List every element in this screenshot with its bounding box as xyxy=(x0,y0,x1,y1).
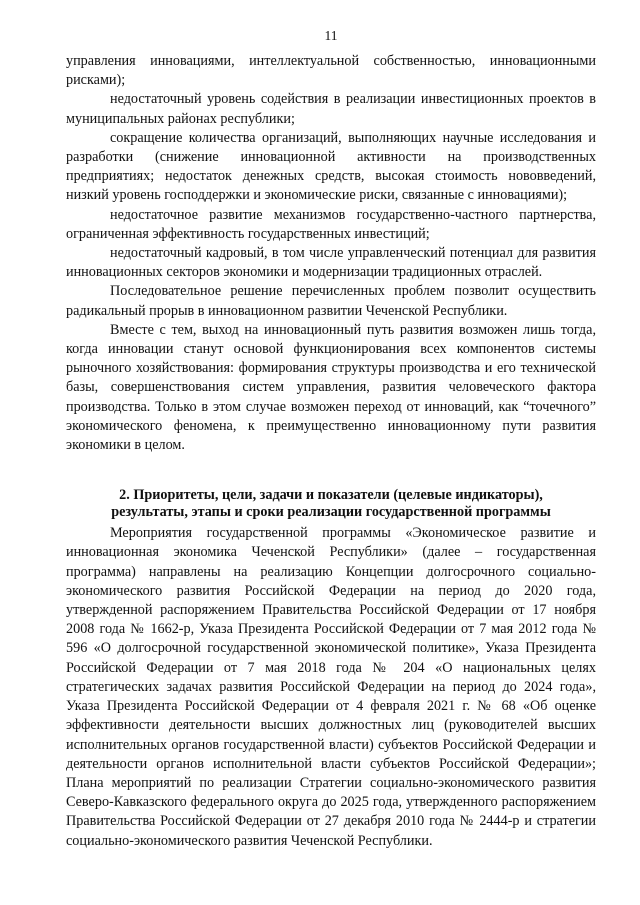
page-number: 11 xyxy=(324,28,338,43)
paragraph: недостаточный кадровый, в том числе управленческий потенциал для развития инновационных секторов экономики и модернизации традиционных отраслей. xyxy=(66,245,596,281)
paragraph: недостаточное развитие механизмов государственно-частного партнерства, ограниченная эффективность государственных инвестиций; xyxy=(66,206,596,242)
paragraph: Мероприятия государственной программы «Экономическое развитие и инновационная экономика Чеченской Республики» (далее – государственная программа) направлены на реализацию Концепции долгосрочного социально-экономического развития Российской Федерации на период до 2020 года, утвержденной распоряжением Правительства Российской Федерации от 17 ноября 2008 года № 1662-р, Указа Президента Российской Федерации от 7 мая 2012 года № 596 «О долгосрочной государственной экономической политике», Указа Президента Российской Федерации от 7 мая 2018 года № 204 «О национальных целях стратегических задачах развития Российской Федерации на период до 2024 года», Указа Президента Российской Федерации от 4 февраля 2021 г. № 68 «Об оценке эффективности деятельности высших должностных лиц (руководителей высших исполнительных органов государственной власти) субъектов Российской Федерации и деятельности органов исполнительной власти субъектов Российской Федерации»; Плана мероприятий по реализации Стратегии социально-экономического развития Северо-Кавказского федерального округа до 2025 года, утвержденного распоряжением Правительства Российской Федерации от 27 декабря 2010 года № 2444-р и стратегии социально-экономического развития Чеченской Республики. xyxy=(66,525,596,849)
paragraph: Вместе с тем, выход на инновационный путь развития возможен лишь тогда, когда инновации станут основой функционирования всех компонентов системы рыночного хозяйствования: формирования структуры производства и его технической базы, совершенствования систем управления, развития человеческого фактора производства. Только в этом случае возможен переход от инноваций, как “точечного” экономического феномена, к преимущественно инновационному пути развития экономики в целом. xyxy=(66,321,596,454)
section-heading xyxy=(66,487,596,520)
body-text-top xyxy=(66,52,596,455)
paragraph: недостаточный уровень содействия в реализации инвестиционных проектов в муниципальных районах республики; xyxy=(66,91,596,127)
section-heading-line: результаты, этапы и сроки реализации государственной программы xyxy=(111,503,551,520)
paragraph: управления инновациями, интеллектуальной собственностью, инновационными рисками); xyxy=(66,53,596,89)
paragraph: сокращение количества организаций, выполняющих научные исследования и разработки (снижение инновационной активности на производственных предприятиях; недостаток денежных средств, высокая стоимость нововведений, низкий уровень господдержки и экономические риски, связанные с инновациями); xyxy=(66,129,596,204)
body-text-bottom xyxy=(66,524,596,850)
section-heading-line: 2. Приоритеты, цели, задачи и показатели (целевые индикаторы), xyxy=(119,487,543,504)
paragraph: Последовательное решение перечисленных проблем позволит осуществить радикальный прорыв в инновационном развитии Чеченской Республики. xyxy=(66,283,596,319)
